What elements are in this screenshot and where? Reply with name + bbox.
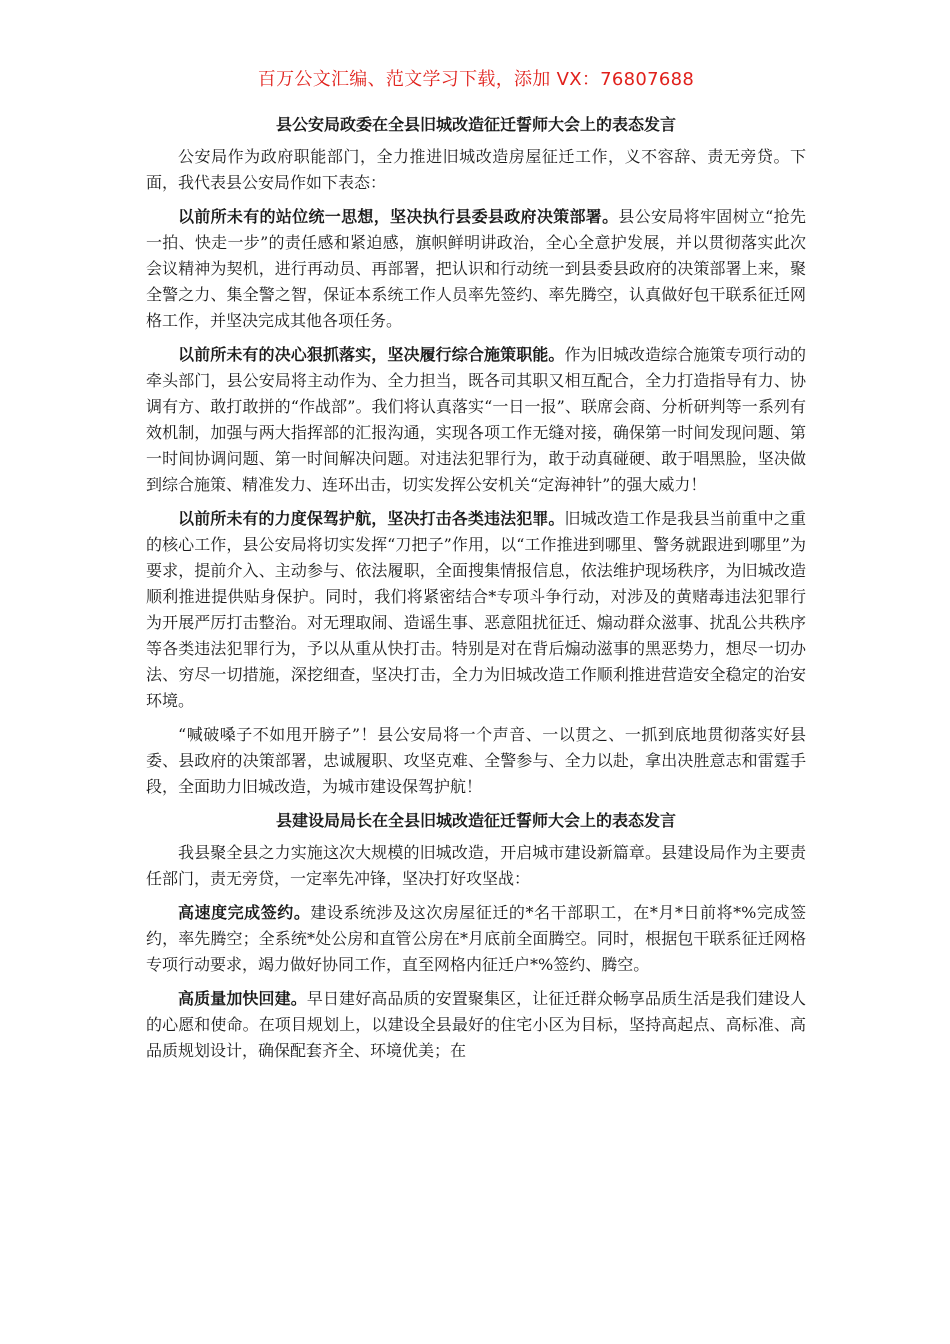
paragraph-lead: 以前所未有的站位统一思想，坚决执行县委县政府决策部署。 — [178, 207, 619, 226]
paragraph — [146, 506, 806, 714]
paragraph-lead: 以前所未有的决心狠抓落实，坚决履行综合施策职能。 — [178, 345, 565, 364]
paragraph — [146, 900, 806, 978]
paragraph — [146, 204, 806, 334]
paragraph-text: 早日建好高品质的安置聚集区，让征迁群众畅享品质生活是我们建设人的心愿和使命。在项目规划上，以建设全县最好的住宅小区为目标，坚持高起点、高标准、高品质规划设计，确保配套齐全、环境优美；在 — [146, 989, 806, 1060]
paragraph-text: 公安局作为政府职能部门，全力推进旧城改造房屋征迁工作，义不容辞、责无旁贷。下面，我代表县公安局作如下表态： — [146, 147, 806, 192]
paragraph — [146, 722, 806, 800]
paragraph-lead: 高速度完成签约。 — [178, 903, 311, 922]
paragraph-text: 作为旧城改造综合施策专项行动的牵头部门，县公安局将主动作为、全力担当，既各司其职又相互配合，全力打造指导有力、协调有方、敢打敢拼的“作战部”。我们将认真落实“一日一报”、联席会商、分析研判等一系列有效机制，加强与两大指挥部的汇报沟通，实现各项工作无缝对接，确保第一时间发现问题、第一时间协调问题、第一时间解决问题。对违法犯罪行为，敢于动真碰硬、敢于唱黑脸，坚决做到综合施策、精准发力、连环出击，切实发挥公安机关“定海神针”的强大威力！ — [146, 345, 806, 494]
paragraph-text: 县公安局将牢固树立“抢先一拍、快走一步”的责任感和紧迫感，旗帜鲜明讲政治，全心全意护发展，并以贯彻落实此次会议精神为契机，进行再动员、再部署，把认识和行动统一到县委县政府的决策部署上来，聚全警之力、集全警之智，保证本系统工作人员率先签约、率先腾空，认真做好包干联系征迁网格工作，并坚决完成其他各项任务。 — [146, 207, 806, 330]
paragraph-lead: 高质量加快回建。 — [178, 989, 307, 1008]
paragraph — [146, 342, 806, 498]
document-page — [146, 64, 806, 1072]
section-title: 县公安局政委在全县旧城改造征迁誓师大会上的表态发言 — [275, 115, 676, 134]
speech-section-construction — [146, 808, 806, 1064]
paragraph-text: 建设系统涉及这次房屋征迁的*名干部职工，在*月*日前将*%完成签约，率先腾空；全系统*处公房和直管公房在*月底前全面腾空。同时，根据包干联系征迁网格专项行动要求，竭力做好协同工作，直至网格内征迁户*%签约、腾空。 — [146, 903, 806, 974]
paragraph-text: “喊破嗓子不如甩开膀子”！县公安局将一个声音、一以贯之、一抓到底地贯彻落实好县委、县政府的决策部署，忠诚履职、攻坚克难、全警参与、全力以赴，拿出决胜意志和雷霆手段，全面助力旧城改造，为城市建设保驾护航！ — [146, 725, 806, 796]
promo-banner: 百万公文汇编、范文学习下载，添加 VX：76807688 — [257, 69, 695, 90]
paragraph — [146, 986, 806, 1064]
paragraph-text: 旧城改造工作是我县当前重中之重的核心工作，县公安局将切实发挥“刀把子”作用，以“工作推进到哪里、警务就跟进到哪里”为要求，提前介入、主动参与、依法履职，全面搜集情报信息，依法维护现场秩序，为旧城改造顺利推进提供贴身保护。同时，我们将紧密结合*专项斗争行动，对涉及的黄赌毒违法犯罪行为开展严厉打击整治。对无理取闹、造谣生事、恶意阻扰征迁、煽动群众滋事、扰乱公共秩序等各类违法犯罪行为，予以从重从快打击。特别是对在背后煽动滋事的黑恶势力，想尽一切办法、穷尽一切措施，深挖细查，坚决打击，全力为旧城改造工作顺利推进营造安全稳定的治安环境。 — [146, 509, 806, 710]
paragraph — [146, 840, 806, 892]
paragraph — [146, 144, 806, 196]
paragraph-lead: 以前所未有的力度保驾护航，坚决打击各类违法犯罪。 — [178, 509, 565, 528]
speech-section-police — [146, 112, 806, 800]
section-title: 县建设局局长在全县旧城改造征迁誓师大会上的表态发言 — [275, 811, 676, 830]
paragraph-text: 我县聚全县之力实施这次大规模的旧城改造，开启城市建设新篇章。县建设局作为主要责任部门，责无旁贷，一定率先冲锋，坚决打好攻坚战： — [146, 843, 806, 888]
